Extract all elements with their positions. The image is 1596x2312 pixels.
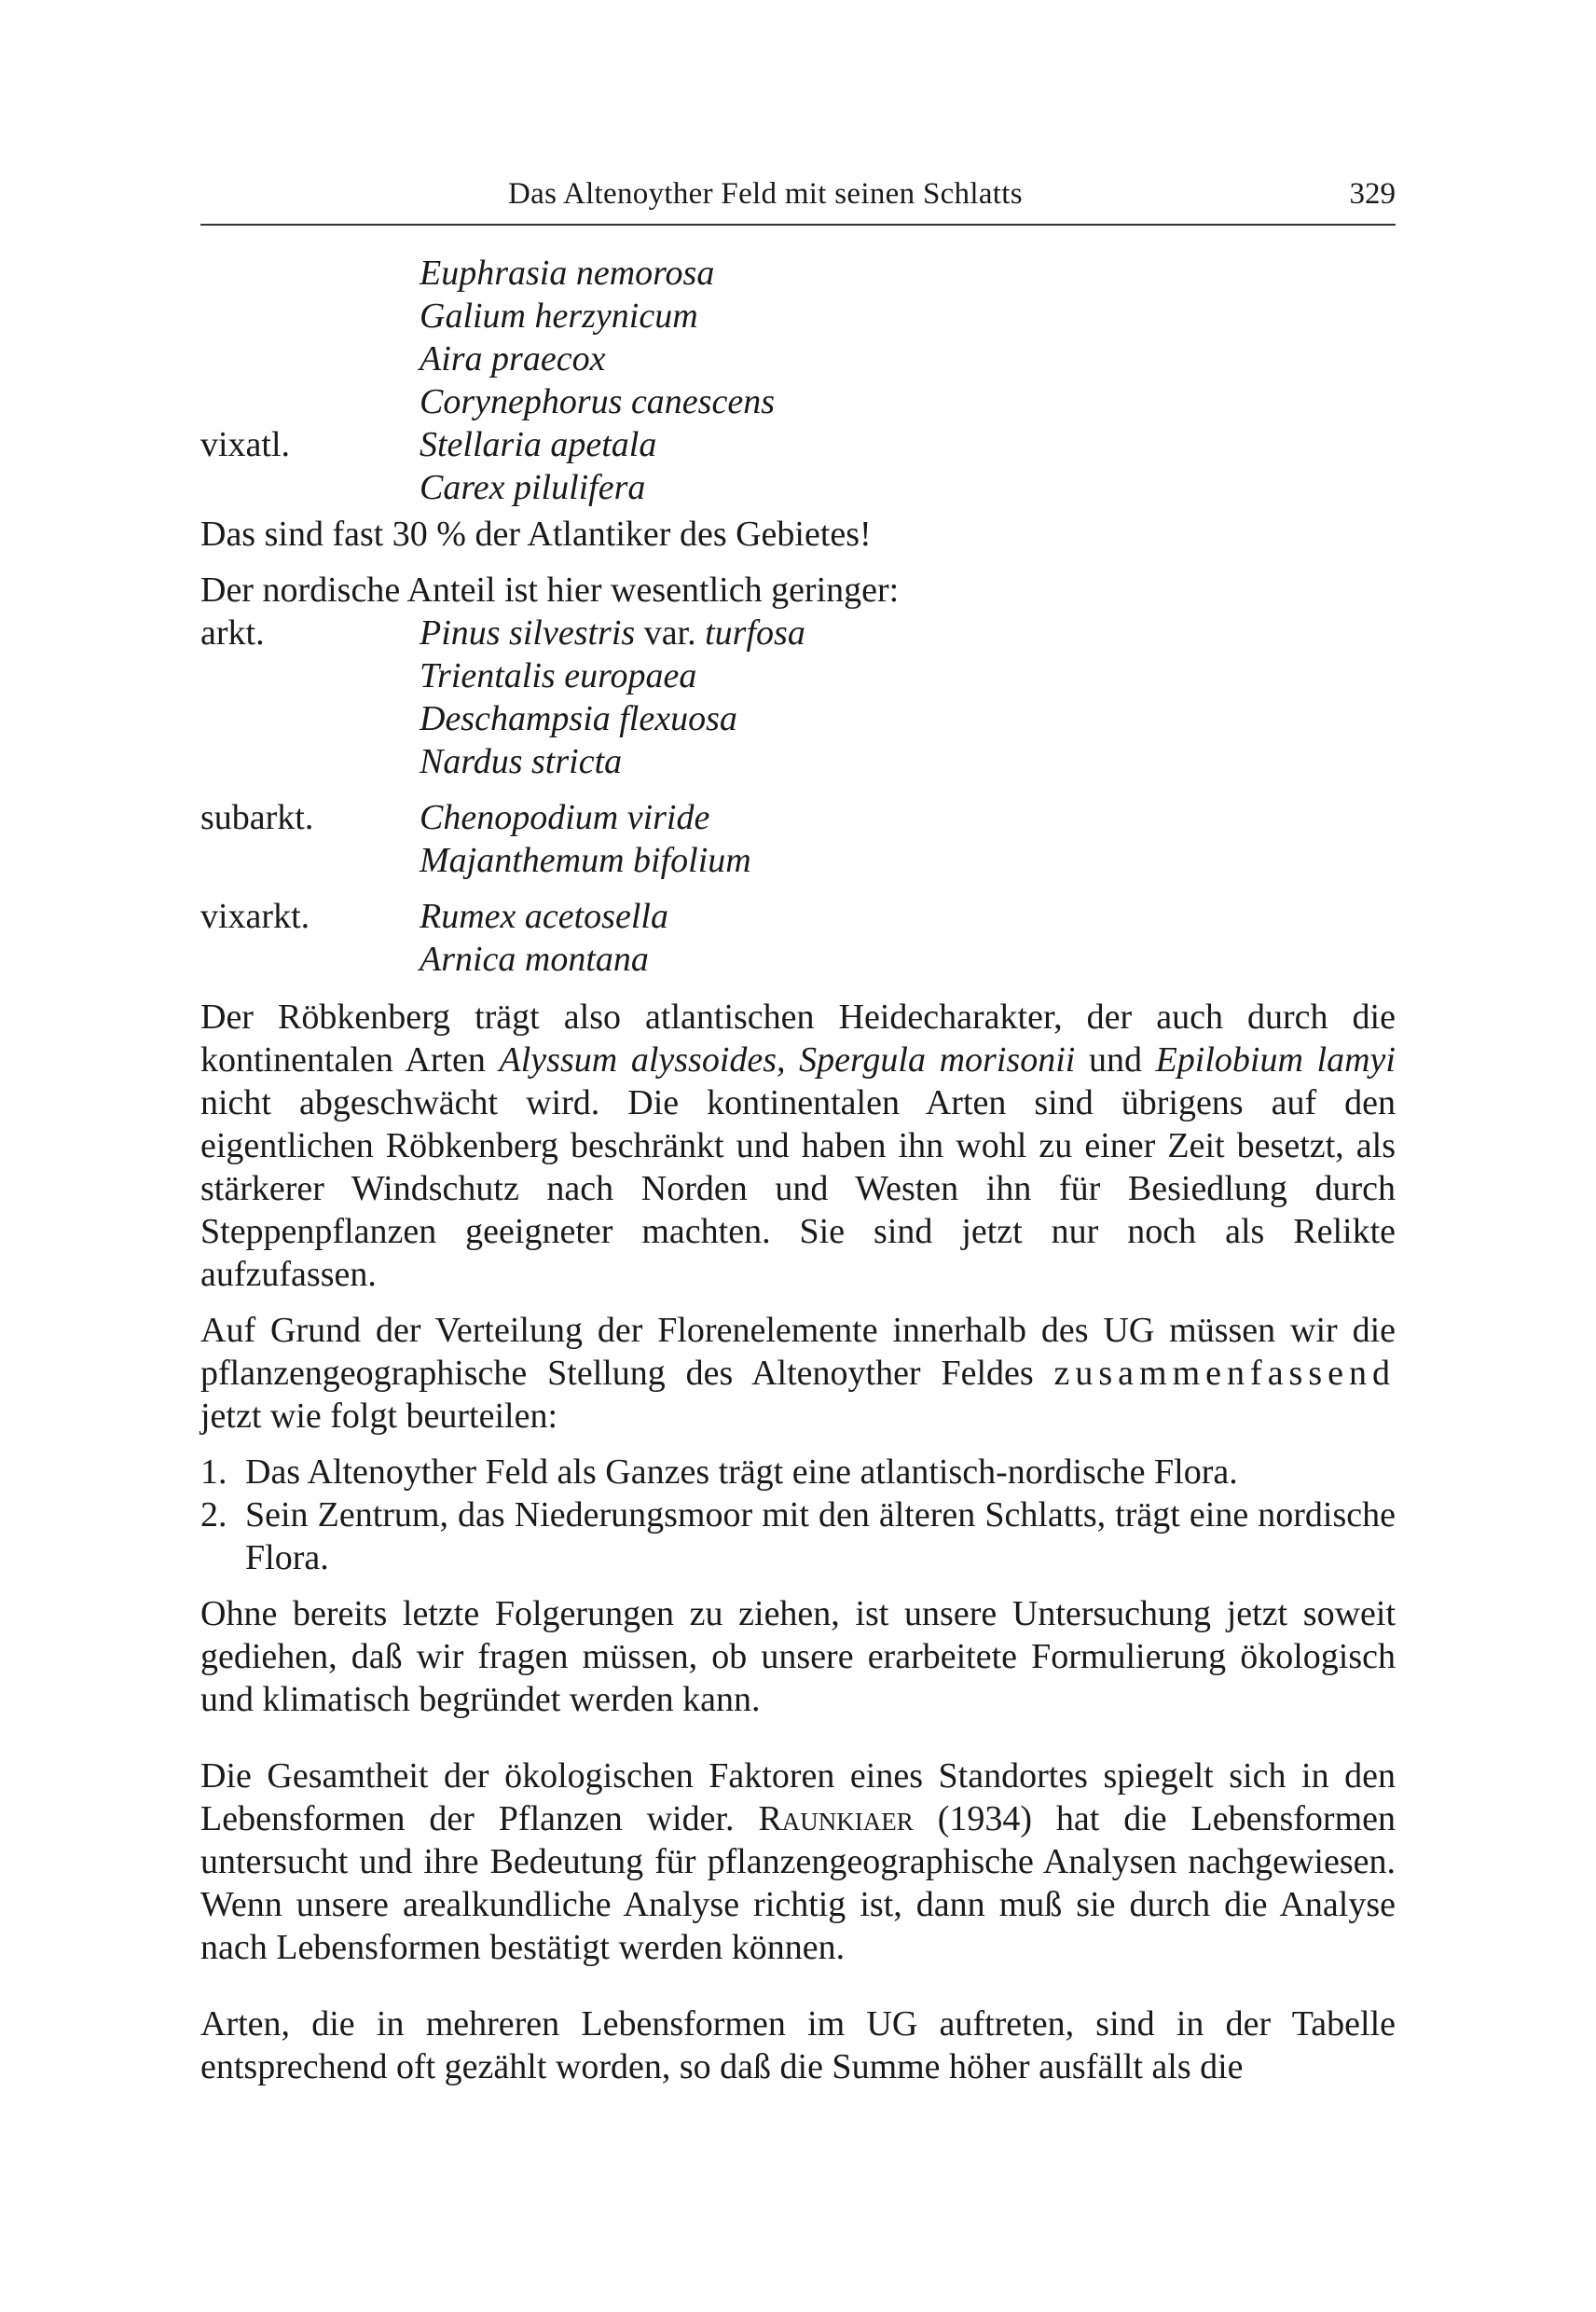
numbered-conclusions xyxy=(200,1451,1396,1579)
species-name: Pinus silvestris var. turfosa xyxy=(420,613,805,653)
list-item xyxy=(200,295,1396,337)
list-item xyxy=(200,654,1396,697)
paragraph-gesamtheit: Die Gesamtheit der ökologischen Faktoren eines Standortes spiegelt sich in den Lebensformen der Pflanzen wider. Raunkiaer (1934) hat die Lebensformen untersucht und ihre Bedeutung für pflanzengeographische Analysen nachgewiesen. Wenn unsere arealkundliche Analyse richtig ist, dann muß sie durch die Analyse nach Lebensformen bestätigt werden können. xyxy=(200,1756,1396,1967)
running-title: Das Altenoyther Feld mit seinen Schlatts xyxy=(508,177,1023,211)
element-label: subarkt. xyxy=(200,798,314,837)
species-name: Aira praecox xyxy=(420,339,606,378)
author-name: Raunkiaer xyxy=(758,1799,914,1838)
list-item xyxy=(200,466,1396,509)
paragraph-grund: Auf Grund der Verteilung der Florenelemente innerhalb des UG müssen wir die pflanzengeographische Stellung des Altenoyther Feldes zusammenfassend jetzt wie folgt beurteilen: xyxy=(200,1311,1396,1436)
list-item xyxy=(200,380,1396,423)
species-name: Deschampsia flexuosa xyxy=(420,699,737,738)
list-item xyxy=(200,612,1396,654)
atlantic-species-list xyxy=(200,252,1396,509)
page-header xyxy=(200,168,1396,226)
element-label: arkt. xyxy=(200,613,265,653)
species-name: Arnica montana xyxy=(420,940,649,979)
species-name: Rumex acetosella xyxy=(420,897,668,936)
species-name: Chenopodium viride xyxy=(420,798,710,837)
species-name: Nardus stricta xyxy=(420,742,623,781)
nordic-intro: Der nordische Anteil ist hier wesentlich geringer: xyxy=(200,571,900,610)
list-item xyxy=(200,252,1396,295)
list-item xyxy=(200,895,1396,938)
list-item xyxy=(200,796,1396,839)
list-item xyxy=(200,337,1396,380)
element-label: vixarkt. xyxy=(200,897,310,936)
list-item xyxy=(200,423,1396,466)
page-body xyxy=(200,252,1396,2101)
list-item xyxy=(200,839,1396,882)
page-number: 329 xyxy=(1349,177,1396,211)
nordic-species-list xyxy=(200,612,1396,981)
species-name: Trientalis europaea xyxy=(420,656,697,695)
species-name: Corynephorus canescens xyxy=(420,382,775,421)
element-label: vixatl. xyxy=(200,425,291,464)
list-item: 1. Das Altenoyther Feld als Ganzes trägt eine atlantisch-nordische Flora. xyxy=(200,1452,1238,1492)
paragraph-ohne: Ohne bereits letzte Folgerungen zu ziehen, ist unsere Untersuchung jetzt soweit gediehen, daß wir fragen müssen, ob unsere erarbeitete Formulierung ökologisch und klimatisch begründet werden kann. xyxy=(200,1594,1396,1719)
summary-sentence: Das sind fast 30 % der Atlantiker des Gebietes! xyxy=(200,515,872,554)
list-item: 2. Sein Zentrum, das Niederungsmoor mit den älteren Schlatts, trägt eine nordische Flora. xyxy=(200,1495,1396,1577)
paragraph-arten: Arten, die in mehreren Lebensformen im UG auftreten, sind in der Tabelle entsprechend oft gezählt worden, so daß die Summe höher ausfällt als die xyxy=(200,2004,1396,2086)
paragraph-roebkenberg: Der Röbkenberg trägt also atlantischen Heidecharakter, der auch durch die kontinentalen Arten Alyssum alyssoides, Spergula morisonii und Epilobium lamyi nicht abgeschwächt wird. Die kontinentalen Arten sind übrigens auf den eigentlichen Röbkenberg beschränkt und haben ihn wohl zu einer Zeit besetzt, als stärkerer Windschutz nach Norden und Westen ihn für Besiedlung durch Steppenpflanzen geeigneter machten. Sie sind jetzt nur noch als Relikte aufzufassen. xyxy=(200,998,1396,1294)
species-name: Stellaria apetala xyxy=(420,425,657,464)
species-name: Majanthemum bifolium xyxy=(420,841,751,880)
species-name: Carex pilulifera xyxy=(420,468,646,507)
species-name: Galium herzynicum xyxy=(420,296,698,336)
list-item xyxy=(200,697,1396,740)
species-name: Euphrasia nemorosa xyxy=(420,254,715,293)
list-item xyxy=(200,740,1396,783)
list-item xyxy=(200,938,1396,981)
